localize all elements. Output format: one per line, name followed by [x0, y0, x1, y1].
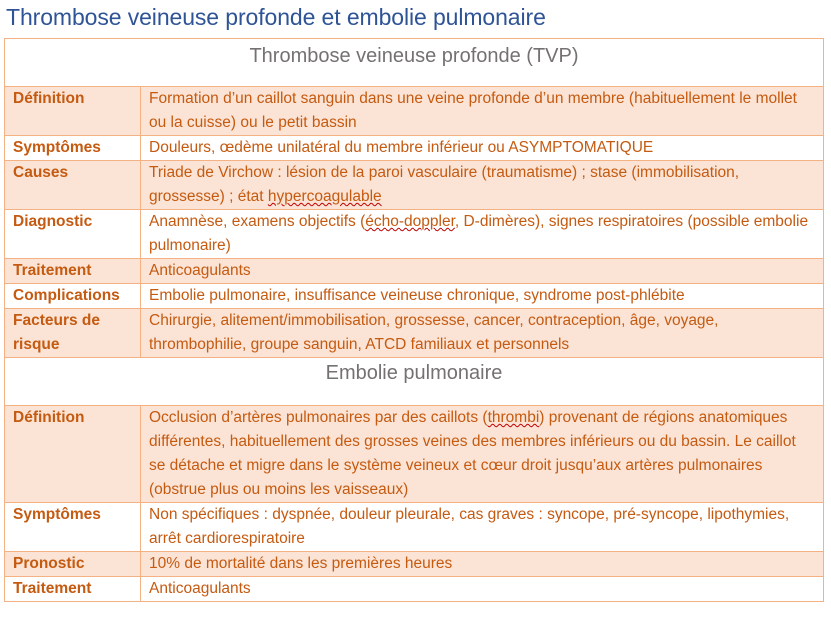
table-row-tvp-symptomes	[5, 136, 824, 161]
table-row-tvp-diagnostic	[5, 210, 824, 259]
table-row-tvp-complications	[5, 284, 824, 309]
row-text: Embolie pulmonaire, insuffisance veineuse chronique, syndrome post-phlébite	[141, 284, 824, 309]
text-part: Triade de Virchow : lésion de la paroi vasculaire (traumatisme) ; stase (immobilisation, grossesse) ; état	[149, 164, 740, 205]
text-part: , D-dimères), signes respiratoires (possible embolie pulmonaire)	[149, 213, 809, 254]
text-part: Occlusion d’artères pulmonaires par des caillots (	[149, 409, 488, 426]
document-title: Thrombose veineuse profonde et embolie pulmonaire	[6, 4, 546, 30]
row-text: Douleurs, œdème unilatéral du membre inférieur ou ASYMPTOMATIQUE	[141, 136, 824, 161]
text-part: Anamnèse, examens objectifs (	[149, 213, 366, 230]
row-text: Chirurgie, alitement/immobilisation, grossesse, cancer, contraception, âge, voyage, thrombophilie, groupe sanguin, ATCD familiaux et personnels	[141, 309, 824, 358]
spellcheck-word: thrombi	[487, 409, 540, 426]
row-label: Pronostic	[5, 552, 141, 577]
table-row-ep-symptomes	[5, 503, 824, 552]
row-label: Traitement	[5, 577, 141, 602]
row-text	[141, 161, 824, 210]
table-row-ep-traitement	[5, 577, 824, 602]
row-label: Facteurs de risque	[5, 309, 141, 358]
row-label: Définition	[5, 87, 141, 136]
row-label: Causes	[5, 161, 141, 210]
row-label: Définition	[5, 406, 141, 503]
section-title-tvp: Thrombose veineuse profonde (TVP)	[5, 39, 824, 87]
table-row-tvp-traitement	[5, 259, 824, 284]
table-row-ep-pronostic	[5, 552, 824, 577]
row-text	[141, 406, 824, 503]
text-part: ) provenant de régions anatomiques différentes, habituellement des grosses veines des membres inférieurs ou du bassin. Le caillot se détache et migre dans le système veineux et cœur droit jusqu’aux artères pulmonaires (obstrue plus ou moins les vaisseaux)	[149, 409, 796, 498]
section-header-ep	[5, 358, 824, 406]
info-table	[4, 38, 824, 602]
section-title-ep: Embolie pulmonaire	[5, 358, 824, 406]
table-row-tvp-causes	[5, 161, 824, 210]
row-label: Diagnostic	[5, 210, 141, 259]
table-row-tvp-definition	[5, 87, 824, 136]
row-text: Anticoagulants	[141, 577, 824, 602]
row-label: Traitement	[5, 259, 141, 284]
spellcheck-word: hypercoagulable	[267, 188, 382, 205]
row-text: Non spécifiques : dyspnée, douleur pleurale, cas graves : syncope, pré-syncope, lipothymies, arrêt cardiorespiratoire	[141, 503, 824, 552]
spellcheck-word: écho-doppler	[365, 213, 455, 230]
row-text: Formation d’un caillot sanguin dans une veine profonde d’un membre (habituellement le mollet ou la cuisse) ou le petit bassin	[141, 87, 824, 136]
row-text	[141, 210, 824, 259]
table-row-ep-definition	[5, 406, 824, 503]
row-label: Symptômes	[5, 503, 141, 552]
row-text: 10% de mortalité dans les premières heures	[141, 552, 824, 577]
table-row-tvp-facteurs	[5, 309, 824, 358]
row-text: Anticoagulants	[141, 259, 824, 284]
row-label: Complications	[5, 284, 141, 309]
section-header-tvp	[5, 39, 824, 87]
row-label: Symptômes	[5, 136, 141, 161]
